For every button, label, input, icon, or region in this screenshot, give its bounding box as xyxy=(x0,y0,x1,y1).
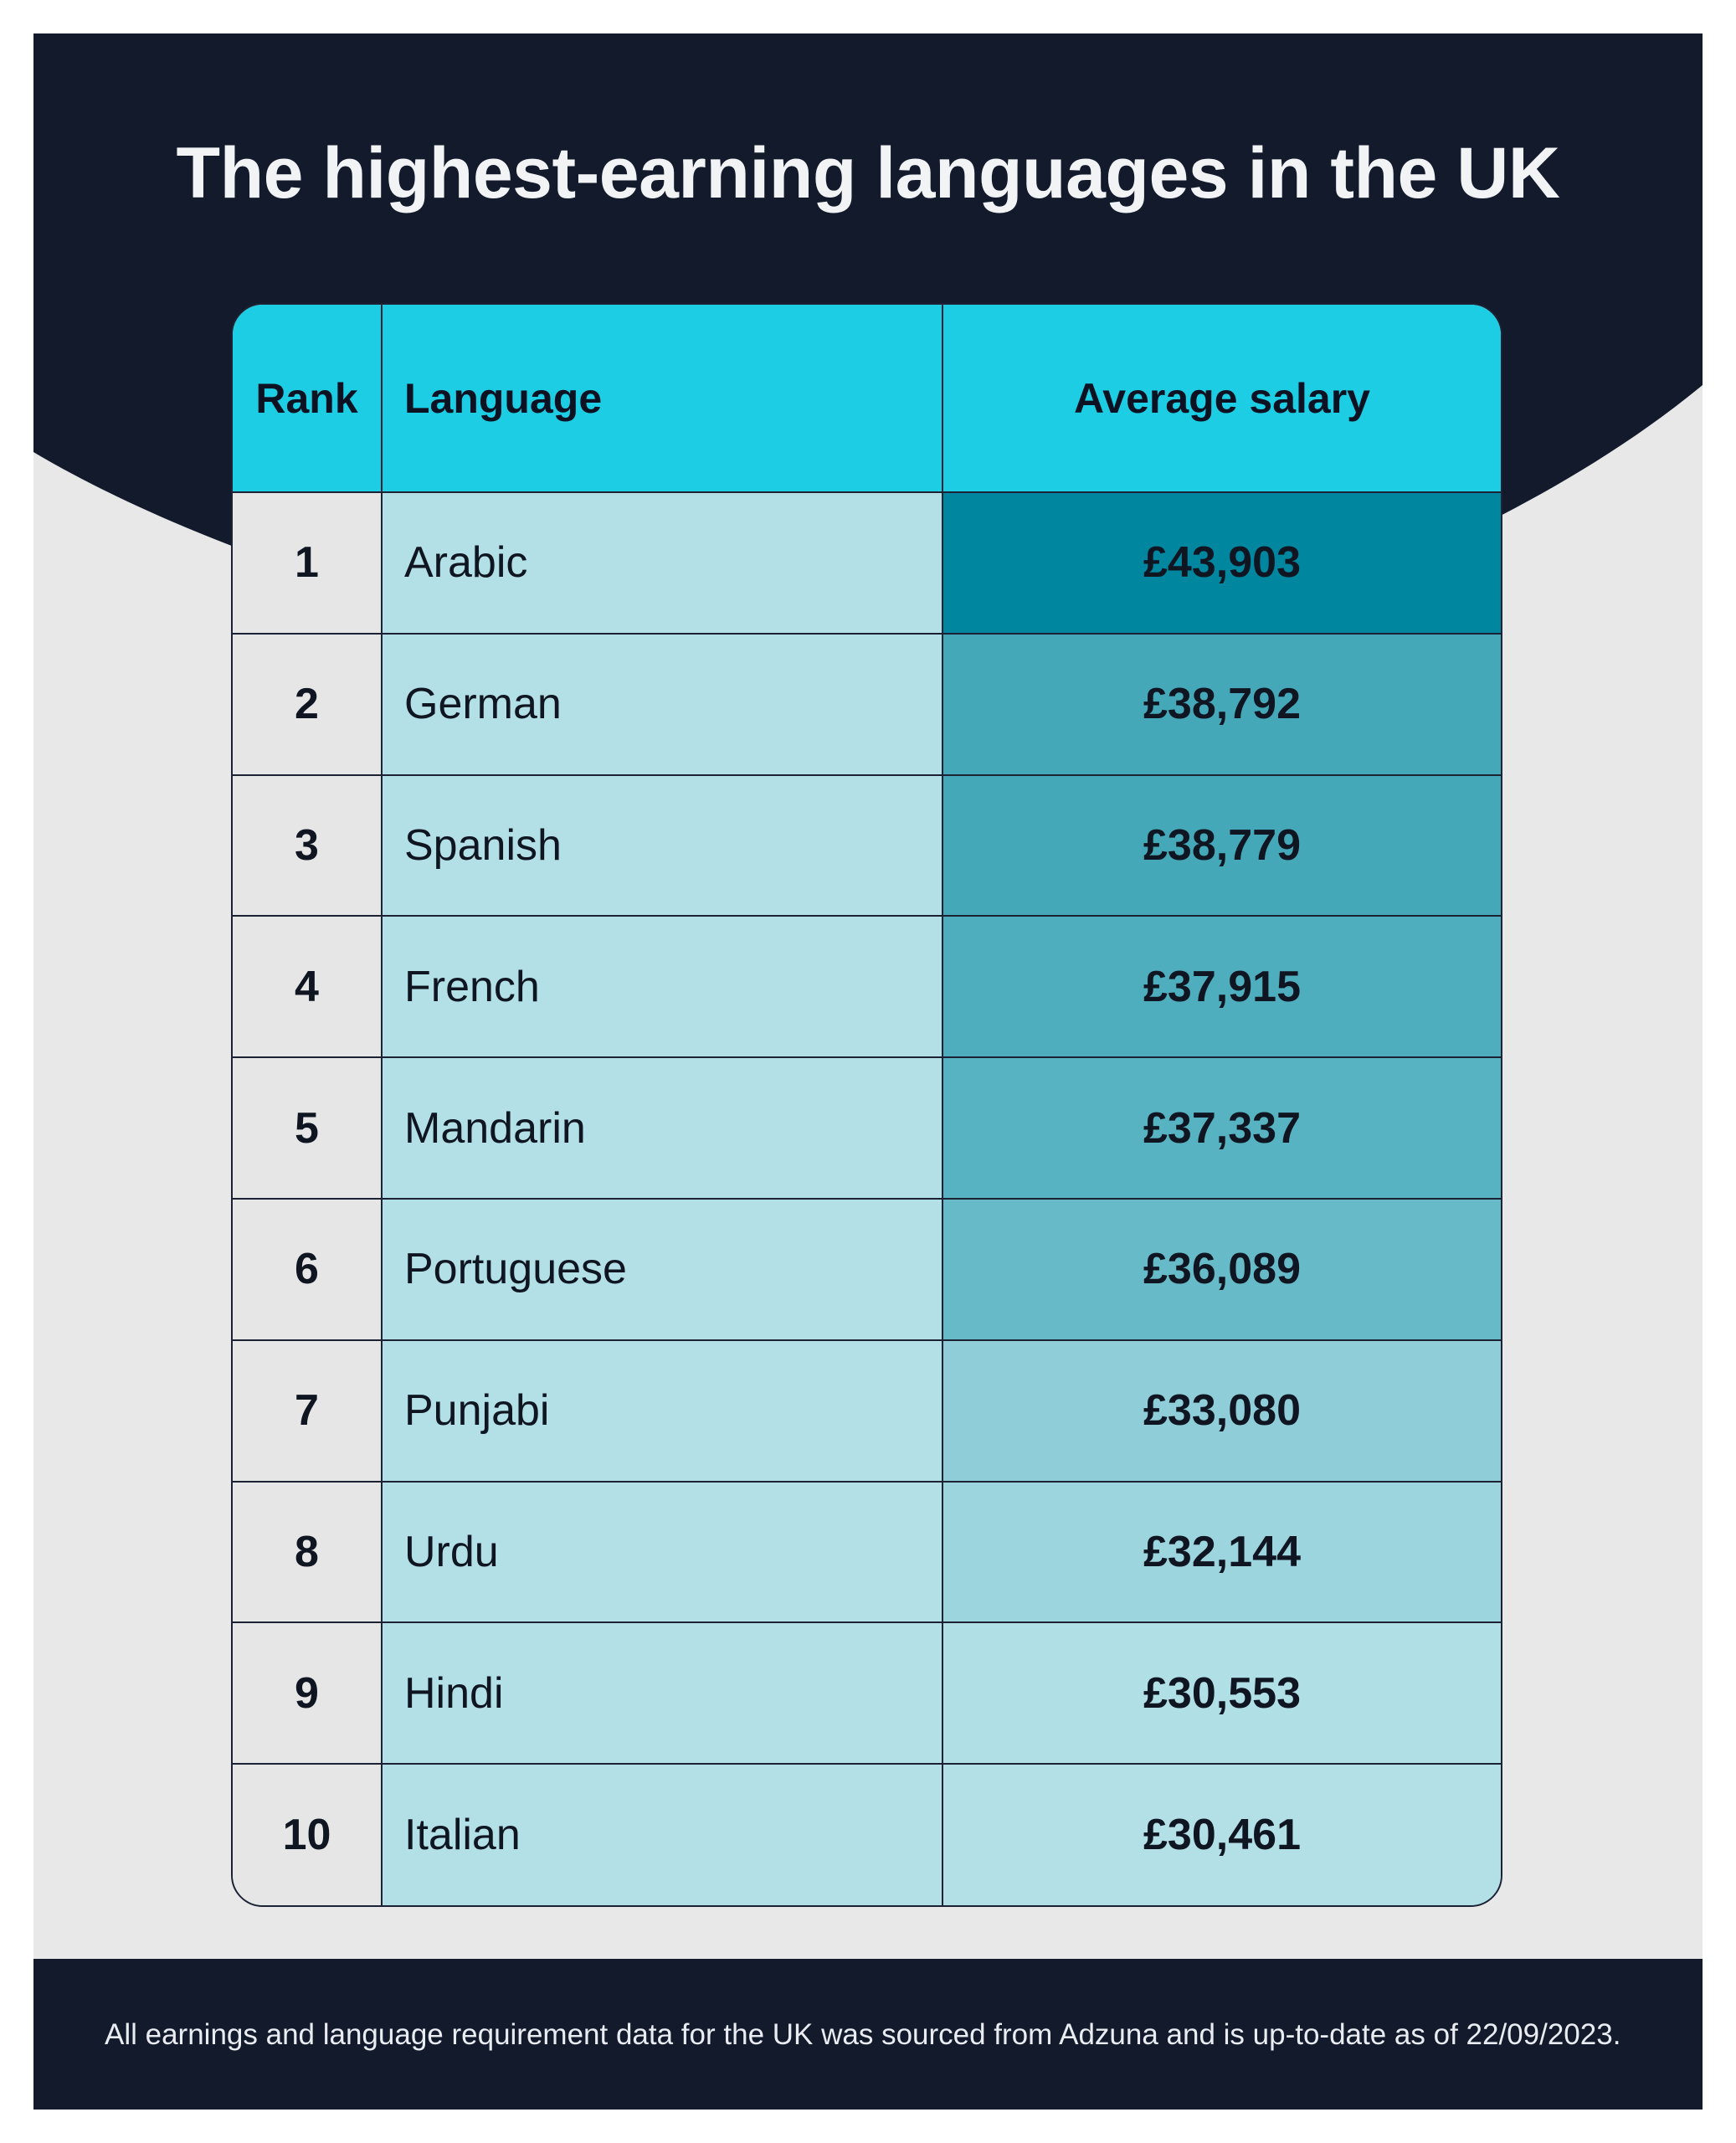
column-header-language: Language xyxy=(382,305,942,492)
table-row xyxy=(233,775,1501,917)
rank-cell: 9 xyxy=(233,1622,382,1764)
rank-cell: 4 xyxy=(233,916,382,1057)
table-row xyxy=(233,1057,1501,1199)
rank-cell: 5 xyxy=(233,1057,382,1199)
table-row xyxy=(233,1764,1501,1905)
column-header-average-salary: Average salary xyxy=(942,305,1501,492)
table-row xyxy=(233,1482,1501,1623)
language-cell: Arabic xyxy=(382,492,942,634)
salary-cell: £30,461 xyxy=(942,1764,1501,1905)
salary-cell: £33,080 xyxy=(942,1340,1501,1482)
table-row xyxy=(233,1622,1501,1764)
language-cell: French xyxy=(382,916,942,1057)
language-cell: Punjabi xyxy=(382,1340,942,1482)
table-row xyxy=(233,1340,1501,1482)
page-title: The highest-earning languages in the UK xyxy=(176,133,1560,213)
language-cell: Portuguese xyxy=(382,1199,942,1340)
source-footnote: All earnings and language requirement data for the UK was sourced from Adzuna and is up-to-date as of 22/09/2023. xyxy=(105,2018,1621,2051)
salary-table xyxy=(233,305,1501,1905)
language-cell: Spanish xyxy=(382,775,942,917)
salary-cell: £43,903 xyxy=(942,492,1501,634)
rank-cell: 6 xyxy=(233,1199,382,1340)
salary-cell: £38,779 xyxy=(942,775,1501,917)
language-cell: Hindi xyxy=(382,1622,942,1764)
salary-cell: £30,553 xyxy=(942,1622,1501,1764)
table-row xyxy=(233,1199,1501,1340)
table-header-row xyxy=(233,305,1501,492)
table-row xyxy=(233,634,1501,775)
language-cell: Italian xyxy=(382,1764,942,1905)
rank-cell: 7 xyxy=(233,1340,382,1482)
table-row xyxy=(233,916,1501,1057)
language-cell: Urdu xyxy=(382,1482,942,1623)
rank-cell: 8 xyxy=(233,1482,382,1623)
salary-cell: £32,144 xyxy=(942,1482,1501,1623)
salary-table-container xyxy=(231,303,1502,1907)
footer-bar xyxy=(33,1959,1703,2110)
column-header-rank: Rank xyxy=(233,305,382,492)
infographic-card xyxy=(33,33,1703,2110)
table-row xyxy=(233,492,1501,634)
rank-cell: 10 xyxy=(233,1764,382,1905)
language-cell: Mandarin xyxy=(382,1057,942,1199)
rank-cell: 2 xyxy=(233,634,382,775)
salary-cell: £37,337 xyxy=(942,1057,1501,1199)
salary-cell: £36,089 xyxy=(942,1199,1501,1340)
language-cell: German xyxy=(382,634,942,775)
rank-cell: 3 xyxy=(233,775,382,917)
table-body xyxy=(233,492,1501,1905)
salary-cell: £38,792 xyxy=(942,634,1501,775)
salary-cell: £37,915 xyxy=(942,916,1501,1057)
rank-cell: 1 xyxy=(233,492,382,634)
